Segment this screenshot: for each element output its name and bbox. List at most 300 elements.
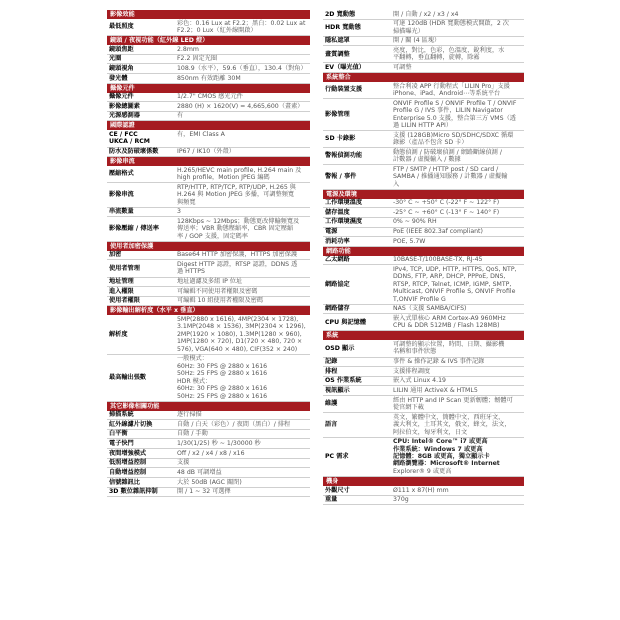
spec-section — [323, 477, 524, 505]
spec-row — [107, 278, 310, 288]
spec-label: 發光體 — [109, 74, 128, 82]
spec-value — [391, 367, 524, 376]
spec-label: 使用者權限 — [109, 297, 140, 305]
spec-value-line: high profile，Motion JPEG 編碼 — [177, 174, 270, 182]
spec-value-line: 逐行掃描 — [177, 411, 202, 419]
spec-value — [391, 131, 524, 147]
spec-row — [107, 112, 310, 122]
spec-value — [175, 55, 310, 64]
spec-label: OSD 顯示 — [325, 344, 355, 352]
spec-row — [323, 199, 524, 209]
spec-row — [323, 358, 524, 368]
spec-label: EV（曝光值） — [325, 63, 365, 71]
spec-label: 攝像元件 — [109, 93, 134, 101]
spec-label: 低照增益控制 — [109, 459, 147, 467]
spec-section — [323, 331, 524, 477]
spec-value-line: 率 / GOP 支援，固定碼率 — [177, 232, 248, 240]
spec-label: SD 卡錄影 — [325, 135, 356, 143]
spec-section — [107, 10, 310, 36]
spec-value-line: 128Kbps ~ 12Mbps；動態更改傳輸頻寬及 — [177, 217, 300, 225]
section-header: 其它影像相關功能 — [107, 402, 310, 411]
spec-label: 串流數量 — [109, 208, 134, 216]
spec-value — [391, 20, 524, 36]
spec-label: 維護 — [325, 400, 338, 408]
spec-label: 警報 / 事件 — [325, 173, 357, 181]
spec-row — [323, 256, 524, 266]
spec-section — [107, 306, 310, 401]
spec-row — [323, 82, 524, 99]
spec-value-line: IP67 / IK10（外殼） — [177, 148, 235, 156]
spec-value — [175, 45, 310, 54]
spec-value-line: Off / x2 / x4 / x8 / x16 — [177, 449, 245, 457]
spec-section — [107, 402, 310, 498]
spec-row — [107, 74, 310, 84]
section-header: 系統 — [323, 331, 524, 340]
spec-value-line: 事件 & 操作記錄 & IVS 事件記錄 — [393, 358, 485, 366]
spec-value-line: SAMBA / 推播通知服務 / 計數器 / 虛擬輸 — [393, 173, 508, 181]
spec-row — [107, 130, 310, 147]
spec-value-line: 108.9（水平），59.6（垂直），130.4（對角） — [177, 64, 307, 72]
spec-value-line: 與頻寬 — [177, 198, 196, 206]
spec-section — [323, 247, 524, 332]
spec-label: 警報偵測功能 — [325, 152, 363, 160]
spec-value — [175, 287, 310, 296]
spec-value — [175, 278, 310, 287]
spec-value-line: 網路瀏覽器：Microsoft® Internet — [393, 460, 500, 468]
spec-value-line: 50Hz: 25 FPS @ 2880 x 1616 — [177, 392, 268, 400]
spec-value-line: 動態偵測 / 防破壞偵測 / 網路斷線偵測 / — [393, 148, 502, 156]
spec-row — [323, 386, 524, 396]
spec-value-line: 576), VGA(640 × 480), CIF(352 × 240) — [177, 345, 298, 353]
spec-row — [323, 237, 524, 247]
spec-value-line: 5MP(2880 x 1616), 4MP(2304 × 1728), — [177, 315, 299, 323]
spec-label: 2D 寬動態 — [325, 10, 356, 18]
spec-value — [391, 148, 524, 164]
spec-label: 影像總圖素 — [109, 102, 140, 110]
spec-value-line: 大於 50dB (AGC 關閉) — [177, 478, 242, 486]
spec-label: HDR 寬動態 — [325, 23, 361, 31]
spec-label: 最高輸出張數 — [109, 373, 147, 381]
spec-row — [107, 148, 310, 158]
spec-row — [107, 468, 310, 478]
spec-value-line: 2880 (H) × 1620(V) = 4,665,600（畫素） — [177, 102, 304, 110]
spec-label: 自動增益控制 — [109, 468, 147, 476]
spec-value — [175, 355, 310, 401]
spec-row — [107, 55, 310, 65]
spec-label: 語言 — [325, 421, 338, 429]
spec-value-line: 英文，繁體中文，簡體中文，西班牙文， — [393, 413, 505, 421]
spec-section — [107, 36, 310, 84]
spec-value-line: 整合利凌 APP 行動程式「LILIN Pro」支援 — [393, 82, 510, 90]
spec-value-line: LILIN 通用 ActiveX & HTML5 — [393, 386, 478, 394]
spec-row — [323, 305, 524, 315]
spec-value-line: -30° C ~ +50° C (-22° F ~ 122° F) — [393, 199, 500, 207]
spec-row — [323, 165, 524, 190]
spec-value — [175, 260, 310, 276]
spec-value-line: 10BASE-T/100BASE-TX, RJ-45 — [393, 256, 483, 264]
spec-value-line: 亮度，對比，色彩，色溫度，銳利度，水 — [393, 46, 505, 54]
spec-label: 使用者管理 — [109, 264, 140, 272]
spec-row — [323, 46, 524, 63]
spec-value — [175, 488, 310, 497]
spec-value — [391, 305, 524, 314]
spec-value-line: 記憶體：8GB 或更高，獨立顯示卡 — [393, 453, 490, 461]
spec-value-line: 48 dB 可調增益 — [177, 468, 222, 476]
spec-label: 電子快門 — [109, 440, 134, 448]
spec-value-line: 1MP(1280 × 720), D1(720 × 480, 720 × — [177, 338, 303, 346]
spec-value — [391, 358, 524, 367]
spec-value-line: DDNS, FTP, ARP, DHCP, PPPoE, DNS, — [393, 273, 506, 281]
section-header: 使用者加密保護 — [107, 242, 310, 251]
spec-value — [391, 486, 524, 495]
spec-value-line: 有 — [177, 112, 184, 120]
spec-label: PC 需求 — [325, 453, 349, 461]
section-header: 攝像元件 — [107, 84, 310, 93]
spec-value-line: RTP/HTTP, RTP/TCP, RTP/UDP, H.265 與 — [177, 183, 296, 191]
spec-value-line: H.264 與 Motion JPEG 多播，可調整頻寬 — [177, 191, 295, 199]
spec-value-line: 1/30(1/25) 秒 ~ 1/30000 秒 — [177, 440, 261, 448]
spec-value — [391, 386, 524, 395]
spec-row — [323, 340, 524, 357]
spec-value — [175, 411, 310, 420]
spec-value-line: 支援 — [177, 459, 190, 467]
spec-row — [107, 439, 310, 449]
spec-row — [107, 355, 310, 402]
spec-value — [175, 183, 310, 207]
spec-value — [175, 297, 310, 306]
spec-label: CPU 與記憶體 — [325, 318, 367, 326]
spec-row — [323, 496, 524, 506]
spec-value-line: 嵌入式 Linux 4.19 — [393, 377, 446, 385]
spec-value — [391, 340, 524, 356]
spec-value-line: 義大利文，土耳其文，俄文，蜂文，法文， — [393, 421, 511, 429]
spec-label: 重量 — [325, 496, 338, 504]
spec-value-line: 名稱和事件狀態 — [393, 348, 437, 356]
spec-row — [107, 287, 310, 297]
section-header: 鏡頭 / 夜視功能（紅外線 LED 燈） — [107, 36, 310, 45]
spec-label: 夜間增強模式 — [109, 449, 147, 457]
spec-label: 鏡頭視角 — [109, 64, 134, 72]
spec-value — [391, 46, 524, 62]
spec-label: 光源感測器 — [109, 112, 140, 120]
spec-row — [107, 217, 310, 242]
spec-value-line: T,ONVIF Profile G — [393, 295, 446, 303]
section-header: 網路功能 — [323, 247, 524, 256]
spec-value-line: 開 / 自動 / x2 / x3 / x4 — [393, 10, 459, 18]
spec-value-line: 地址過濾及多組 IP 位址 — [177, 278, 243, 286]
spec-section — [107, 84, 310, 122]
spec-value — [175, 208, 310, 217]
spec-value — [175, 251, 310, 260]
spec-row — [107, 93, 310, 103]
spec-label: 隱私遮罩 — [325, 37, 350, 45]
spec-value-line: 0% ~ 90% RH — [393, 218, 437, 226]
spec-row — [107, 183, 310, 208]
spec-row — [323, 396, 524, 413]
spec-value-line: Profile G / IVS 事件，LILIN Navigator — [393, 107, 503, 115]
spec-row — [107, 411, 310, 421]
spec-value-line: 60Hz: 30 FPS @ 2880 x 1616 — [177, 385, 268, 393]
spec-label: OS 作業系統 — [325, 377, 362, 385]
spec-value-line: 有，EMI Class A — [177, 131, 225, 139]
spec-label: 加密 — [109, 251, 122, 259]
spec-section — [107, 242, 310, 307]
spec-value — [175, 315, 310, 353]
spec-row — [107, 449, 310, 459]
spec-label: 電源 — [325, 228, 338, 236]
spec-value-line: 嵌入式單核心 ARM Cortex-A9 960MHz — [393, 314, 506, 322]
spec-value-line: RTSP, RTCP, Telnet, ICMP, IGMP, SMTP, — [393, 280, 512, 288]
spec-value — [391, 165, 524, 189]
spec-label: 影像管理 — [325, 110, 350, 118]
spec-section — [107, 121, 310, 157]
spec-value — [175, 468, 310, 477]
spec-value-line: Explorer® 9 或更高 — [393, 467, 452, 475]
spec-label: 外觀尺寸 — [325, 486, 350, 494]
spec-value-line: 入 — [393, 180, 400, 188]
spec-section — [323, 73, 524, 190]
spec-value-line: Enterprise 5.0 支援，整合第三方 VMS（透 — [393, 114, 516, 122]
spec-value — [175, 478, 310, 487]
spec-value-line: 支援排程調度 — [393, 367, 431, 375]
spec-label: 光圈 — [109, 55, 122, 63]
spec-value-line: 傳送率；VBR 動態壓縮率，CBR 固定壓縮 — [177, 225, 294, 233]
spec-value — [175, 74, 310, 83]
spec-label: 工作環境溫度 — [325, 199, 363, 207]
spec-value-line: HDR 模式： — [177, 377, 212, 385]
spec-value-line: 2.8mm — [177, 45, 199, 53]
section-header: 機身 — [323, 477, 524, 486]
spec-section — [107, 157, 310, 242]
spec-value — [175, 166, 310, 182]
spec-value — [175, 64, 310, 73]
spec-value-line: Multicast, ONVIF Profile S, ONVIF Profile — [393, 288, 516, 296]
spec-value-line: FTP / SMTP / HTTP post / SD card / — [393, 165, 499, 173]
spec-row — [323, 438, 524, 477]
spec-label: 工作環境濕度 — [325, 218, 363, 226]
spec-value — [391, 37, 524, 46]
spec-value-line: 2MP(1920 × 1080), 1.3MP(1280 × 960), — [177, 330, 302, 338]
spec-value — [391, 82, 524, 98]
spec-label: 3D 數位雜訊抑制 — [109, 488, 158, 496]
spec-label: 消耗功率 — [325, 237, 350, 245]
spec-value-line: IPv4, TCP, UDP, HTTP, HTTPS, QoS, NTP, — [393, 265, 517, 273]
spec-value-line: 錄影（產品不包含 SD 卡） — [393, 139, 468, 147]
spec-row — [107, 430, 310, 440]
spec-row — [107, 488, 310, 498]
spec-label: 影像壓縮 / 傳送率 — [109, 225, 159, 233]
spec-value — [391, 218, 524, 227]
spec-value-line: CPU & DDR 512MB / Flash 128MB) — [393, 322, 500, 330]
spec-value-line: 支援 (128GB)Micro SD/SDHC/SDXC 循環 — [393, 131, 514, 139]
spec-value-line: Base64 HTTP 加密保護，HTTPS 加密保護 — [177, 251, 298, 259]
spec-value-line: F2.2；0 Lux（紅外線開啟） — [177, 27, 257, 35]
spec-value-line: 850nm 有效距離 30M — [177, 74, 241, 82]
spec-label: 視訊顯示 — [325, 386, 350, 394]
spec-value-line: H.265/HEVC main profile, H.264 main 及 — [177, 166, 302, 174]
spec-value-line: Digest HTTP 認證，RTSP 認證，DDNS 透 — [177, 261, 298, 269]
spec-label: 壓縮格式 — [109, 170, 134, 178]
spec-label: 行動裝置支援 — [325, 86, 363, 94]
spec-row — [107, 19, 310, 36]
spec-value-line: POE, 5.7W — [393, 237, 426, 245]
spec-row — [323, 218, 524, 228]
spec-value-line: 1/2.7" CMOS 感光元件 — [177, 93, 243, 101]
spec-value-line: 過 HTTPS — [177, 268, 205, 276]
spec-row — [107, 459, 310, 469]
spec-value-line: 一般模式： — [177, 355, 208, 363]
spec-value-line: 3.1MP(2048 × 1536), 3MP(2304 × 1296), — [177, 323, 306, 331]
spec-label: 進入權限 — [109, 287, 134, 295]
spec-value-line: ONVIF Profile S / ONVIF Profile T / ONVIF — [393, 99, 517, 107]
spec-value — [175, 19, 310, 35]
spec-value-line: PoE (IEEE 802.3af compliant) — [393, 228, 483, 236]
spec-row — [323, 20, 524, 37]
spec-value-line: CPU: Intel® Core™ i7 或更高 — [393, 438, 488, 446]
spec-row — [107, 478, 310, 488]
spec-value-line: 可調整的顯示位置，時間、日期、攝影機 — [393, 341, 505, 349]
spec-label: 排程 — [325, 367, 338, 375]
spec-label: 解析度 — [109, 330, 128, 338]
spec-row — [323, 99, 524, 131]
spec-row — [107, 315, 310, 354]
spec-value-line: 60Hz: 30 FPS @ 2880 x 1616 — [177, 362, 268, 370]
spec-label: 最低照度 — [109, 23, 134, 31]
spec-row — [323, 37, 524, 47]
spec-value — [391, 413, 524, 437]
spec-value — [175, 112, 310, 121]
spec-column-right — [323, 10, 524, 505]
spec-value — [391, 256, 524, 265]
spec-row — [323, 208, 524, 218]
spec-value-line: 彩色：0.16 Lux at F2.2；黑白：0.02 Lux at — [177, 19, 306, 27]
spec-value-line: 阿拉伯文，匈牙利文，日文 — [393, 428, 468, 436]
spec-value-line: 平翻轉，垂直翻轉，旋轉，除霧 — [393, 54, 480, 62]
spec-value-line: NAS（支援 SAMBA/CIFS) — [393, 305, 467, 313]
spec-value-line: 開 / 關 (4 區塊） — [393, 37, 441, 45]
spec-value-line: 自動 / 手動 — [177, 430, 208, 438]
section-header: 系統整合 — [323, 73, 524, 82]
spec-value-line: F2.2 固定光圈 — [177, 55, 218, 63]
spec-value — [391, 496, 524, 505]
section-header: 影像輸出解析度（水平 x 垂直） — [107, 306, 310, 315]
spec-value — [175, 449, 310, 458]
spec-value-line: 可編輯不同使用者權限及密碼 — [177, 287, 258, 295]
spec-label: 鏡頭焦距 — [109, 45, 134, 53]
spec-value-line: Ø111 x 87(H) mm — [393, 486, 449, 494]
spec-label: CE / FCC UKCA / RCM — [109, 131, 150, 146]
spec-value — [391, 228, 524, 237]
spec-row — [323, 63, 524, 73]
spec-label: 網路協定 — [325, 280, 350, 288]
spec-value — [175, 420, 310, 429]
spec-row — [323, 413, 524, 438]
spec-value-line: 經由 HTTP and IP Scan 更新韌體；韌體可 — [393, 396, 513, 404]
spec-value — [391, 377, 524, 386]
section-header: 電源及環境 — [323, 190, 524, 199]
section-header: 影像串流 — [107, 157, 310, 166]
spec-value-line: iPhone、iPad、Android⋯等系統平台 — [393, 90, 501, 98]
spec-label: 紅外線濾片切換 — [109, 420, 153, 428]
spec-value — [391, 99, 524, 130]
spec-value — [391, 396, 524, 412]
spec-label: 網路儲存 — [325, 305, 350, 313]
spec-value — [175, 217, 310, 241]
spec-section — [323, 10, 524, 73]
spec-row — [323, 367, 524, 377]
spec-label: 掃描系統 — [109, 411, 134, 419]
spec-row — [107, 260, 310, 277]
spec-value-line: -25° C ~ +60° C (-13° F ~ 140° F) — [393, 208, 500, 216]
spec-row — [323, 314, 524, 331]
spec-value — [175, 102, 310, 111]
spec-label: 乙太網路 — [325, 256, 350, 264]
spec-row — [107, 102, 310, 112]
spec-value-line: 從官網下載 — [393, 404, 424, 412]
spec-label: 影像串流 — [109, 191, 134, 199]
spec-row — [323, 10, 524, 20]
spec-value — [391, 199, 524, 208]
spec-value-line: 開 / 1 ~ 32 可選擇 — [177, 488, 231, 496]
section-header: 國際認證 — [107, 121, 310, 130]
spec-label: 畫質調整 — [325, 50, 350, 58]
spec-value-line: 過 LILIN HTTP API） — [393, 121, 453, 129]
spec-label: 儲存溫度 — [325, 208, 350, 216]
spec-value-line: 50Hz: 25 FPS @ 2880 x 1616 — [177, 370, 268, 378]
spec-row — [323, 131, 524, 148]
spec-row — [107, 166, 310, 183]
spec-value-line: 計數器 / 虛擬輸入 / 數據 — [393, 156, 461, 164]
spec-row — [107, 208, 310, 218]
spec-value — [391, 237, 524, 246]
spec-label: 白平衡 — [109, 430, 128, 438]
spec-value — [391, 208, 524, 217]
spec-row — [107, 251, 310, 261]
spec-value — [175, 430, 310, 439]
spec-value — [391, 314, 524, 330]
spec-value — [391, 10, 524, 19]
spec-value-line: 可編輯 10 組使用者權限及密碼 — [177, 297, 264, 305]
spec-row — [107, 297, 310, 307]
spec-value-line: 370g — [393, 496, 409, 504]
spec-value — [175, 459, 310, 468]
spec-value — [391, 265, 524, 303]
spec-row — [323, 265, 524, 304]
spec-value — [391, 438, 524, 476]
spec-value-line: 作業系統：Windows 7 或更高 — [393, 445, 483, 453]
spec-row — [323, 228, 524, 238]
spec-value — [175, 93, 310, 102]
spec-value — [175, 439, 310, 448]
spec-value — [175, 148, 310, 157]
spec-value — [391, 63, 524, 72]
spec-row — [107, 45, 310, 55]
spec-label: 地址管理 — [109, 278, 134, 286]
spec-row — [107, 64, 310, 74]
spec-label: 記錄 — [325, 358, 338, 366]
spec-value-line: 3 — [177, 208, 181, 216]
spec-value-line: 自動 / 白天（彩色）/ 夜間（黑白）/ 排程 — [177, 420, 291, 428]
spec-row — [323, 377, 524, 387]
spec-row — [323, 486, 524, 496]
spec-column-left — [107, 10, 310, 497]
spec-label: 防水及防破壞係數 — [109, 148, 159, 156]
section-header: 影像效能 — [107, 10, 310, 19]
spec-value-line: 可調整 — [393, 63, 412, 71]
spec-section — [323, 190, 524, 247]
spec-value-line: 可達 120dB (HDR 寬動態模式開啟，2 次 — [393, 20, 509, 28]
spec-label: 信號雜訊比 — [109, 478, 140, 486]
